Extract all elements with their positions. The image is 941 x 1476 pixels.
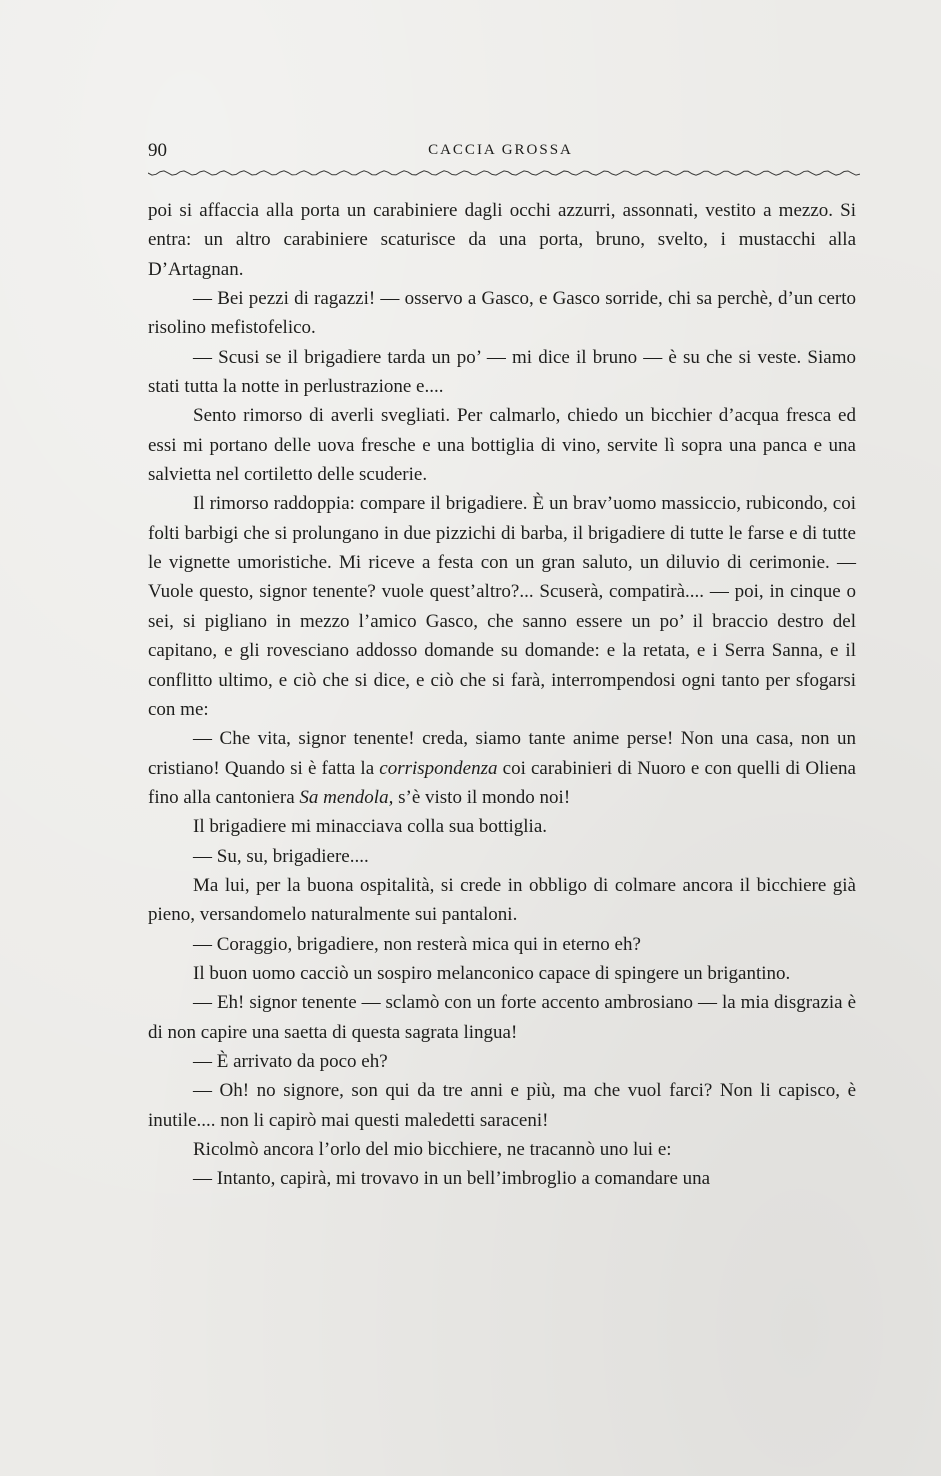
paragraph-6-text-middle: coi carabinieri di Nuoro e con quelli di Oliena fino alla cantoniera: [148, 757, 856, 808]
paragraph-3: — Scusi se il brigadiere tarda un po’ — mi dice il bruno — è su che si veste. Siamo stati tutta la notte in perlustrazione e....: [148, 346, 856, 398]
paragraph-5: Il rimorso raddoppia: compare il brigadiere. È un brav’uomo massiccio, rubicondo, coi folti barbigi che si prolungano in due pizzichi di barba, il brigadiere di tutte le farse e di tutte le vignette umoristiche. Mi riceve a festa con un gran saluto, un diluvio di cerimonie. — Vuole questo, signor tenente? vuole quest’altro?... Scuserà, compatirà.... — poi, in cinque o sei, si pigliano in mezzo l’amico Gasco, che sanno essere un po’ il braccio destro del capitano, e gli rovesciano addosso domande su domande: e la retata, e i Serra Sanna, e il conflitto ultimo, e ciò che si dice, e ciò che si farà, interrompendosi ogni tanto per sfogarsi con me:: [148, 493, 856, 720]
paragraph-6: [148, 724, 856, 812]
paragraph-11: Il buon uomo cacciò un sospiro melanconico capace di spingere un brigantino.: [193, 962, 791, 984]
paragraph-14: — Oh! no signore, son qui da tre anni e più, ma che vuol farci? Non li capisco, è inutile.... non li capirò mai questi maledetti saraceni!: [148, 1080, 856, 1131]
paragraph-4: Sento rimorso di averli svegliati. Per calmarlo, chiedo un bicchier d’acqua fresca ed essi mi portano delle uova fresche e una bottiglia di vino, servite lì sopra una panca e una salvietta nel cortiletto delle scuderie.: [148, 405, 856, 486]
body-text: [148, 196, 856, 1194]
paragraph-12: — Eh! signor tenente — sclamò con un forte accento ambrosiano — la mia disgrazia è di non capire una saetta di questa sagrata lingua!: [148, 992, 856, 1043]
paragraph-1: poi si affaccia alla porta un carabiniere dagli occhi azzurri, assonnati, vestito a mezzo. Si entra: un altro carabiniere scaturisce da una porta, bruno, svelto, i mustacchi alla D’Artagnan.: [148, 200, 856, 280]
paragraph-10: — Coraggio, brigadiere, non resterà mica qui in eterno eh?: [193, 933, 641, 955]
paragraph-6-italic-sa-mendola: Sa mendola,: [299, 786, 394, 808]
running-head: [148, 140, 853, 166]
wavy-header-rule: [148, 166, 860, 180]
paragraph-6-text-before: — Che vita, signor tenente! creda, siamo tante anime perse! Non una casa, non un cristiano! Quando si è fatta la: [148, 728, 856, 779]
running-title: CACCIA GROSSA: [428, 142, 573, 158]
paragraph-15: Ricolmò ancora l’orlo del mio bicchiere, ne tracannò uno lui e:: [193, 1139, 672, 1160]
paragraph-16: — Intanto, capirà, mi trovavo in un bell’imbroglio a comandare una: [193, 1168, 711, 1190]
paragraph-9: Ma lui, per la buona ospitalità, si crede in obbligo di colmare ancora il bicchiere già pieno, versandomelo naturalmente sui pantaloni.: [148, 874, 856, 926]
paragraph-8: — Su, su, brigadiere....: [193, 845, 369, 867]
paragraph-13: — È arrivato da poco eh?: [193, 1050, 388, 1072]
paragraph-6-text-after: s’è visto il mondo noi!: [393, 786, 571, 808]
paragraph-6-italic-corrispondenza: corrispondenza: [379, 757, 498, 779]
paragraph-7: Il brigadiere mi minacciava colla sua bottiglia.: [193, 816, 548, 838]
page-number: 90: [148, 140, 167, 161]
paragraph-2: — Bei pezzi di ragazzi! — osservo a Gasco, e Gasco sorride, chi sa perchè, d’un certo risolino mefistofelico.: [148, 288, 856, 339]
